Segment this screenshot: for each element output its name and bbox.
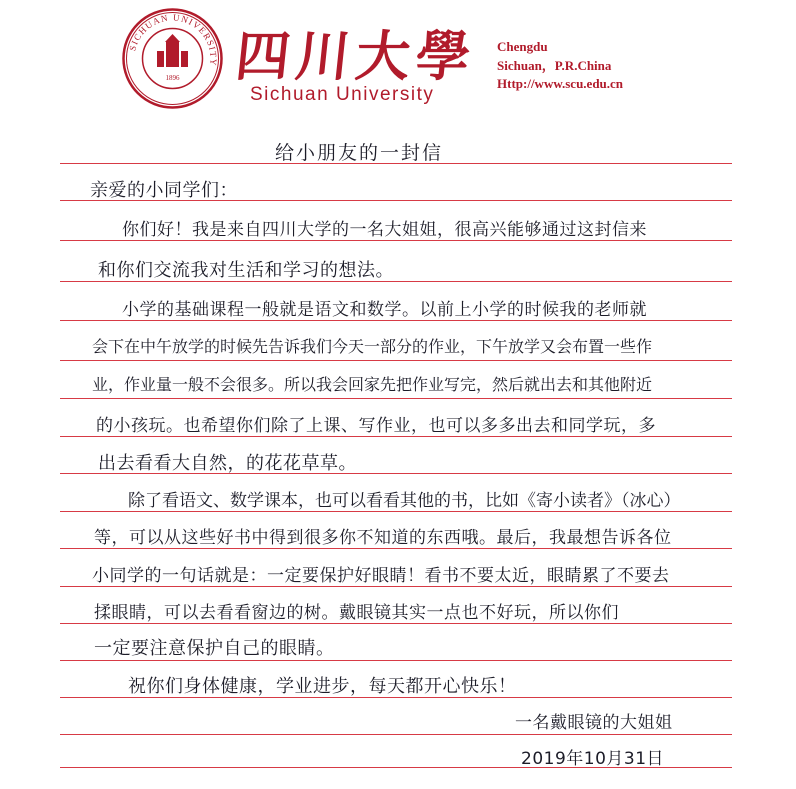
letter-line: 会下在中午放学的时候先告诉我们今天一部分的作业，下午放学又会布置一些作	[92, 337, 653, 356]
university-seal-icon	[121, 7, 224, 110]
letter-line: 业，作业量一般不会很多。所以我会回家先把作业写完，然后就出去和其他附近	[92, 375, 653, 394]
ruled-line	[60, 660, 732, 661]
letterhead	[0, 0, 796, 115]
ruled-line	[60, 398, 732, 399]
letter-line: 一定要注意保护自己的眼睛。	[94, 638, 335, 659]
signature: 一名戴眼镜的大姐姐	[515, 713, 673, 733]
letter-line: 揉眼睛，可以去看看窗边的树。戴眼镜其实一点也不好玩，所以你们	[94, 603, 619, 623]
letter-title: 给小朋友的一封信	[275, 142, 444, 164]
ruled-line	[60, 734, 732, 735]
letter-line: 小学的基础课程一般就是语文和数学。以前上小学的时候我的老师就	[122, 300, 647, 320]
address-province: Sichuan，P.R.China	[497, 57, 612, 73]
ruled-line	[60, 436, 732, 437]
ruled-line	[60, 240, 732, 241]
salutation: 亲爱的小同学们：	[90, 180, 238, 201]
letterhead-address	[497, 38, 677, 94]
closing-wish: 祝你们身体健康，学业进步，每天都开心快乐！	[128, 676, 517, 697]
address-website: Http://www.scu.edu.cn	[497, 76, 624, 91]
ruled-line	[60, 511, 732, 512]
seal-year: 1896	[165, 74, 180, 82]
letter-line: 你们好！我是来自四川大学的一名大姐姐，很高兴能够通过这封信来	[122, 220, 647, 240]
address-city: Chengdu	[497, 39, 548, 54]
ruled-line	[60, 320, 732, 321]
ruled-line	[60, 360, 732, 361]
university-name-cn: 四川大學	[232, 24, 480, 88]
letter-line: 出去看看大自然，的花花草草。	[98, 453, 357, 474]
seal-text: SICHUAN UNIVERSITY	[127, 12, 219, 68]
university-name-en: Sichuan University	[250, 84, 435, 105]
letter-date: 2019年10月31日	[521, 749, 665, 769]
letter-line: 小同学的一句话就是：一定要保护好眼睛！看书不要太近，眼睛累了不要去	[92, 566, 670, 586]
ruled-line	[60, 623, 732, 624]
letter-line: 除了看语文、数学课本，也可以看看其他的书，比如《寄小读者》（冰心）	[128, 491, 681, 511]
letter-line: 等，可以从这些好书中得到很多你不知道的东西哦。最后，我最想告诉各位	[94, 528, 672, 548]
ruled-line	[60, 548, 732, 549]
ruled-line	[60, 586, 732, 587]
letter-line: 的小孩玩。也希望你们除了上课、写作业，也可以多多出去和同学玩，多	[96, 416, 656, 436]
letter-line: 和你们交流我对生活和学习的想法。	[98, 260, 394, 281]
